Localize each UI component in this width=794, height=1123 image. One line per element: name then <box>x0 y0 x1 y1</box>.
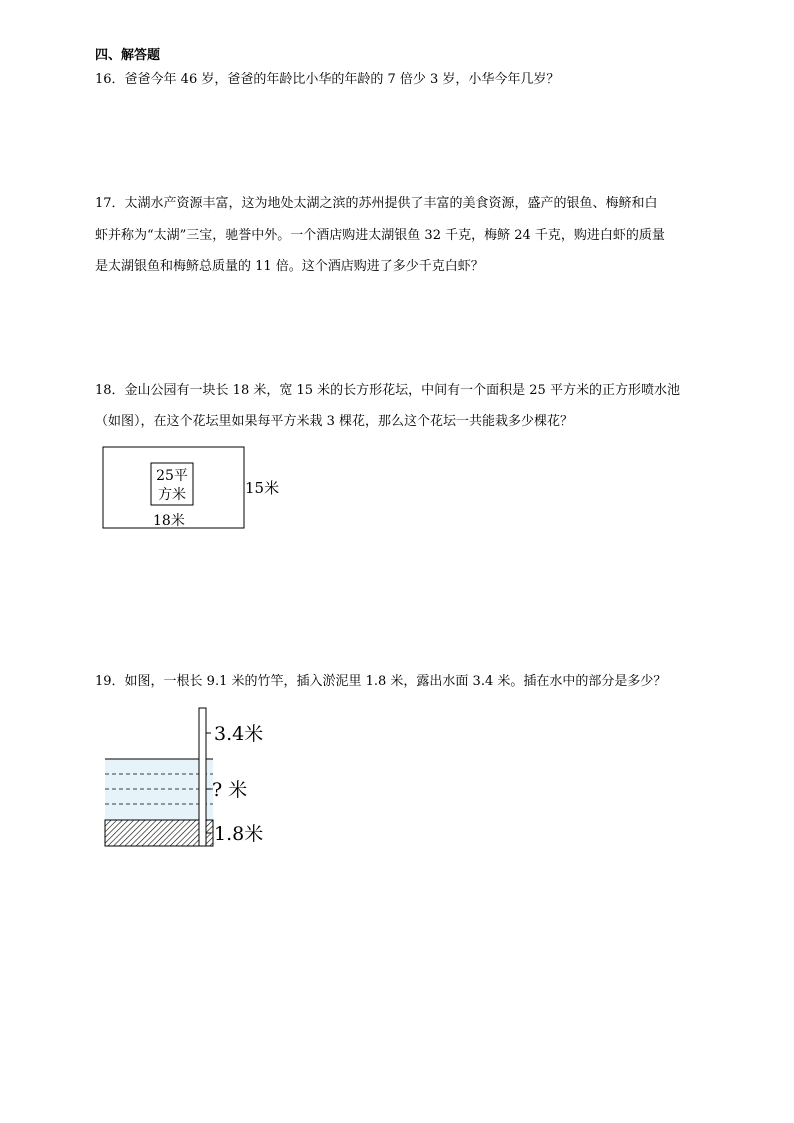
mud-layer <box>105 820 213 846</box>
pool-area-label-line-1: 25平 <box>156 468 188 484</box>
question-18-line-2: （如图），在这个花坛里如果每平方米栽 3 棵花，那么这个花坛一共能栽多少棵花？ <box>95 414 574 429</box>
bamboo-pole <box>199 708 206 846</box>
section-title: 四、解答题 <box>95 48 161 63</box>
question-16-text: 16．爸爸今年 46 岁，爸爸的年龄比小华的年龄的 7 倍少 3 岁，小华今年几岁？ <box>95 72 560 87</box>
question-19-text: 19．如图，一根长 9.1 米的竹竿，插入淤泥里 1.8 米，露出水面 3.4 米。插在水中的部分是多少？ <box>95 674 667 689</box>
in-water-length-label: ? 米 <box>212 779 248 801</box>
bamboo-pole-diagram <box>95 700 285 855</box>
flowerbed-length-label: 18米 <box>153 513 185 529</box>
above-water-length-label: 3.4米 <box>214 723 264 745</box>
question-17-line-3: 是太湖银鱼和梅鲚总质量的 11 倍。这个酒店购进了多少千克白虾？ <box>95 259 484 274</box>
flowerbed-diagram <box>95 440 295 535</box>
water-area <box>105 759 213 820</box>
question-17-line-1: 17．太湖水产资源丰富，这为地处太湖之滨的苏州提供了丰富的美食资源，盛产的银鱼、梅鲚和白 <box>95 196 658 211</box>
pool-area-label-line-2: 方米 <box>158 487 186 503</box>
flowerbed-width-label: 15米 <box>245 479 280 497</box>
in-mud-length-label: 1.8米 <box>214 823 264 845</box>
question-18-line-1: 18．金山公园有一块长 18 米，宽 15 米的长方形花坛，中间有一个面积是 25 平方米的正方形喷水池 <box>95 383 680 398</box>
question-17-line-2: 虾并称为“太湖”三宝，驰誉中外。一个酒店购进太湖银鱼 32 千克，梅鲚 24 千克，购进白虾的质量 <box>95 228 665 243</box>
